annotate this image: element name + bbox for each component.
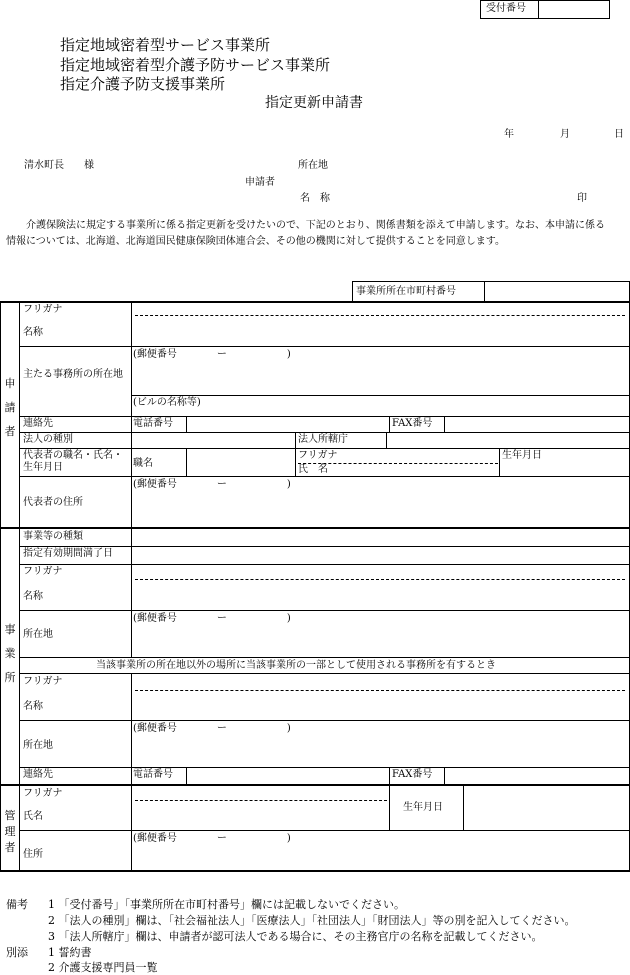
applicant-fax-label: FAX番号	[392, 418, 433, 429]
office-fax-label: FAX番号	[392, 769, 433, 780]
section-manager: 管理者	[4, 809, 16, 854]
rep-furigana-label: フリガナ	[298, 450, 338, 461]
office-name-label: 名称	[23, 591, 43, 602]
office-contact-label: 連絡先	[23, 769, 53, 780]
rep-name-label: 氏 名	[298, 464, 328, 475]
manager-address-label: 住所	[23, 849, 43, 860]
manager-birthdate-label: 生年月日	[403, 802, 443, 813]
office-postal[interactable]: (郵便番号 ー )	[133, 613, 291, 624]
corp-type-label: 法人の種別	[23, 434, 73, 445]
attachment-1: 1 誓約書	[48, 946, 92, 959]
title-line-2: 指定地域密着型介護予防サービス事業所	[60, 56, 331, 74]
site-address-label: 所在地	[23, 740, 53, 751]
note-3: 3 「法人所轄庁」欄は、申請者が認可法人である場合に、その主務官庁の名称を記載してください。	[48, 930, 543, 943]
manager-furigana-label: フリガナ	[23, 788, 63, 799]
rep-title-label: 代表者の職名・氏名・生年月日	[23, 450, 123, 473]
applicant-tel-label: 電話番号	[133, 418, 173, 429]
applicant-name-label: 名 称	[300, 193, 330, 204]
applicant-label: 申請者	[245, 177, 275, 188]
note-1: 1 「受付番号」「事業所所在市町村番号」欄には記載しないでください。	[48, 898, 405, 911]
document-title: 指定更新申請書	[265, 95, 363, 111]
receipt-label: 受付番号	[486, 3, 526, 14]
title-line-1: 指定地域密着型サービス事業所	[60, 36, 271, 54]
section-office: 事業所	[4, 623, 16, 684]
main-office-address-label: 主たる事務所の所在地	[23, 369, 123, 380]
applicant-name-row-label: 名称	[23, 327, 43, 338]
manager-name-label: 氏名	[23, 811, 43, 822]
applicant-postal[interactable]: (郵便番号 ー )	[133, 349, 291, 360]
manager-postal[interactable]: (郵便番号 ー )	[133, 833, 291, 844]
office-address-label: 所在地	[23, 629, 53, 640]
rep-address-label: 代表者の住所	[23, 497, 83, 508]
office-tel-label: 電話番号	[133, 769, 173, 780]
date-month: 月	[560, 129, 570, 140]
business-type-label: 事業等の種類	[23, 531, 83, 542]
applicant-furigana-label: フリガナ	[23, 304, 63, 315]
office-furigana-label: フリガナ	[23, 566, 63, 577]
attachments-label: 別添	[6, 946, 28, 959]
rep-position-label: 職名	[133, 458, 153, 469]
body-text: 介護保険法に規定する事業所に係る指定更新を受けたいので、下記のとおり、関係書類を添えて申請します。なお、本申請に係る情報については、北海道、北海道国民健康保険団体連合会、その他の機関に対して提供することを同意します。	[6, 220, 605, 247]
site-postal[interactable]: (郵便番号 ー )	[133, 723, 291, 734]
date-day: 日	[614, 129, 624, 140]
addressee: 清水町長 様	[24, 160, 94, 171]
site-name-label: 名称	[23, 701, 43, 712]
corp-authority-label: 法人所轄庁	[298, 434, 348, 445]
applicant-address-label: 所在地	[298, 160, 328, 171]
rep-birthdate-label: 生年月日	[502, 450, 542, 461]
title-line-3: 指定介護予防支援事業所	[60, 75, 226, 93]
expiry-label: 指定有効期間満了日	[23, 548, 113, 559]
notes-label: 備考	[6, 898, 28, 911]
seal-mark: 印	[577, 193, 587, 204]
section-applicant: 申請者	[4, 377, 16, 438]
note-2: 2 「法人の種別」欄は、「社会福祉法人」「医療法人」「社団法人」「財団法人」等の別を記入してください。	[48, 914, 576, 927]
applicant-building[interactable]: (ビルの名称等)	[133, 397, 201, 408]
applicant-contact-label: 連絡先	[23, 418, 53, 429]
attachment-2: 2 介護支援専門員一覧	[48, 961, 158, 974]
municipality-number-label: 事業所所在市町村番号	[356, 286, 456, 297]
date-year: 年	[504, 129, 514, 140]
site-furigana-label: フリガナ	[23, 676, 63, 687]
rep-postal[interactable]: (郵便番号 ー )	[133, 479, 291, 490]
other-site-note: 当該事業所の所在地以外の場所に当該事業所の一部として使用される事務所を有するとき	[96, 660, 496, 671]
